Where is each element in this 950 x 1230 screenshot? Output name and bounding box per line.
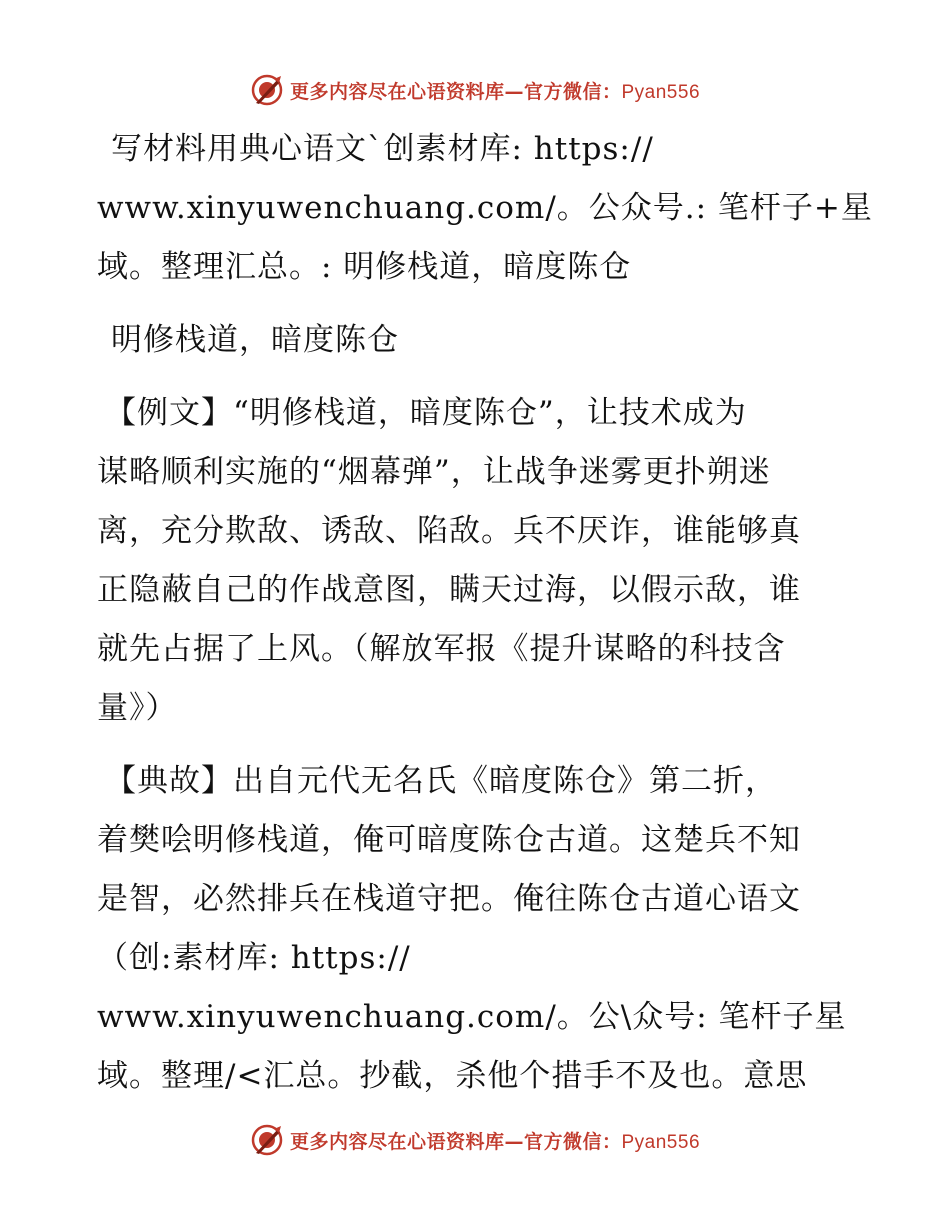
banner-title: 更多内容尽在心语资料库 xyxy=(289,80,505,103)
paragraph-line: 着樊哙明修栈道，俺可暗度陈仓古道。这楚兵不知 xyxy=(97,822,801,858)
banner-title: 更多内容尽在心语资料库 xyxy=(289,1130,505,1153)
paragraph-heading xyxy=(97,311,857,370)
banner-suffix: 官方微信： xyxy=(523,80,622,103)
paragraph-line: 量》） xyxy=(97,690,178,726)
section-heading: 明修栈道，暗度陈仓 xyxy=(111,322,399,358)
paragraph-line: www.xinyuwenchuang.com/。公众号.: 笔杆子+星 xyxy=(97,190,873,226)
quill-logo-icon xyxy=(250,73,284,107)
banner-wechat-id: Pyan556 xyxy=(621,1131,701,1153)
banner-text xyxy=(290,77,700,104)
banner-suffix: 官方微信： xyxy=(523,1130,622,1153)
paragraph-line: 【例文】“明修栈道，暗度陈仓”，让技术成为 xyxy=(105,395,747,431)
document-body xyxy=(97,120,873,1106)
paragraph-line: （创:素材库: https:// xyxy=(97,940,411,976)
banner-dash: — xyxy=(504,1130,524,1153)
footer-banner xyxy=(0,1120,950,1160)
paragraph-line: 域。整理/<汇总。抄截，杀他个措手不及也。意思 xyxy=(97,1058,808,1094)
paragraph-example xyxy=(97,384,857,738)
paragraph-line: 离，充分欺敌、诱敌、陷敌。兵不厌诈，谁能够真 xyxy=(97,513,801,549)
paragraph-line: 谋略顺利实施的“烟幕弹”，让战争迷雾更扑朔迷 xyxy=(97,454,771,490)
banner-wechat-id: Pyan556 xyxy=(621,81,701,103)
paragraph-line: 就先占据了上风。（解放军报《提升谋略的科技含 xyxy=(97,631,786,667)
paragraph-line: 正隐蔽自己的作战意图，瞒天过海，以假示敌，谁 xyxy=(97,572,801,608)
paragraph-line: 写材料用典心语文`创素材库: https:// xyxy=(111,131,654,167)
quill-logo-icon xyxy=(250,1123,284,1157)
paragraph-line: www.xinyuwenchuang.com/。公\众号: 笔杆子星 xyxy=(97,999,847,1035)
paragraph-allusion xyxy=(97,752,857,1106)
banner-text xyxy=(290,1127,700,1154)
header-banner xyxy=(0,70,950,110)
paragraph-line: 域。整理汇总。: 明修栈道，暗度陈仓 xyxy=(97,249,632,285)
paragraph-line: 是智，必然排兵在栈道守把。俺往陈仓古道心语文 xyxy=(97,881,801,917)
banner-dash: — xyxy=(504,80,524,103)
paragraph-line: 【典故】出自元代无名氏《暗度陈仓》第二折， xyxy=(105,763,777,799)
paragraph-intro xyxy=(97,120,873,297)
